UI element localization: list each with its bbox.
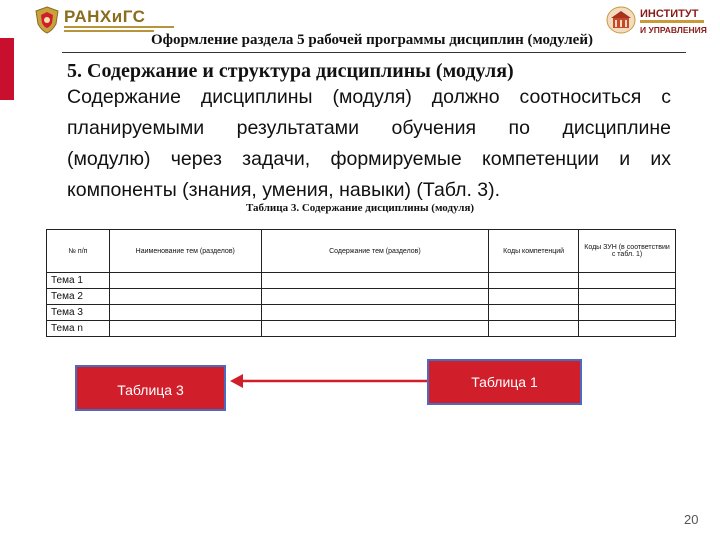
table-cell	[261, 305, 489, 321]
table-cell	[579, 305, 676, 321]
slide-header: Оформление раздела 5 рабочей программы дисциплин (модулей)	[151, 32, 593, 48]
header-divider	[62, 52, 686, 53]
institute-logo-stripe	[640, 20, 704, 23]
coat-of-arms-icon	[34, 6, 60, 34]
table3-button[interactable]	[75, 365, 226, 411]
table-cell	[261, 289, 489, 305]
left-accent-bar	[0, 38, 14, 100]
section-heading: 5. Содержание и структура дисциплины (модуля)	[67, 60, 514, 82]
table-cell	[109, 305, 261, 321]
table-row	[47, 273, 676, 289]
table-cell	[489, 305, 579, 321]
table-cell	[261, 273, 489, 289]
table3-button-label: Таблица 3	[117, 382, 184, 398]
institute-building-icon	[606, 6, 636, 34]
paragraph-line-1: Содержание дисциплины (модуля) должно соотноситься с	[67, 86, 671, 108]
column-header-zun-codes: Коды ЗУН (в соответствии с табл. 1)	[579, 230, 676, 273]
table-cell	[261, 321, 489, 337]
table-cell	[579, 321, 676, 337]
row-label: Тема 1	[47, 273, 110, 289]
row-label: Тема n	[47, 321, 110, 337]
table-caption: Таблица 3. Содержание дисциплины (модуля)	[245, 202, 475, 214]
table-cell	[579, 289, 676, 305]
column-header-topic-name: Наименование тем (разделов)	[109, 230, 261, 273]
ranepa-logo-text: РАНХиГС	[64, 7, 146, 26]
institute-logo-title: ИНСТИТУТ	[640, 8, 699, 20]
table-header-row	[47, 230, 676, 273]
row-label: Тема 2	[47, 289, 110, 305]
row-label: Тема 3	[47, 305, 110, 321]
column-header-number: № п/п	[47, 230, 110, 273]
table-row	[47, 305, 676, 321]
table-cell	[489, 289, 579, 305]
table-row	[47, 321, 676, 337]
table1-button[interactable]	[427, 359, 582, 405]
paragraph-line-3: (модулю) через задачи, формируемые компетенции и их	[67, 148, 671, 170]
paragraph-line-4: компоненты (знания, умения, навыки) (Табл. 3).	[67, 179, 501, 201]
table-cell	[579, 273, 676, 289]
table-cell	[109, 321, 261, 337]
content-table	[46, 229, 676, 337]
paragraph-line-2: планируемыми результатами обучения по дисциплине	[67, 117, 671, 139]
column-header-topic-content: Содержание тем (разделов)	[261, 230, 489, 273]
table1-button-label: Таблица 1	[471, 374, 538, 390]
logo-tagline-bar	[64, 26, 174, 28]
table-cell	[109, 273, 261, 289]
table-row	[47, 289, 676, 305]
table-cell	[109, 289, 261, 305]
page-number: 20	[684, 512, 699, 527]
table-cell	[489, 321, 579, 337]
institute-logo-subtitle: И УПРАВЛЕНИЯ	[640, 25, 707, 35]
table-cell	[489, 273, 579, 289]
arrow-left-icon	[228, 372, 430, 390]
column-header-competence-codes: Коды компетенций	[489, 230, 579, 273]
